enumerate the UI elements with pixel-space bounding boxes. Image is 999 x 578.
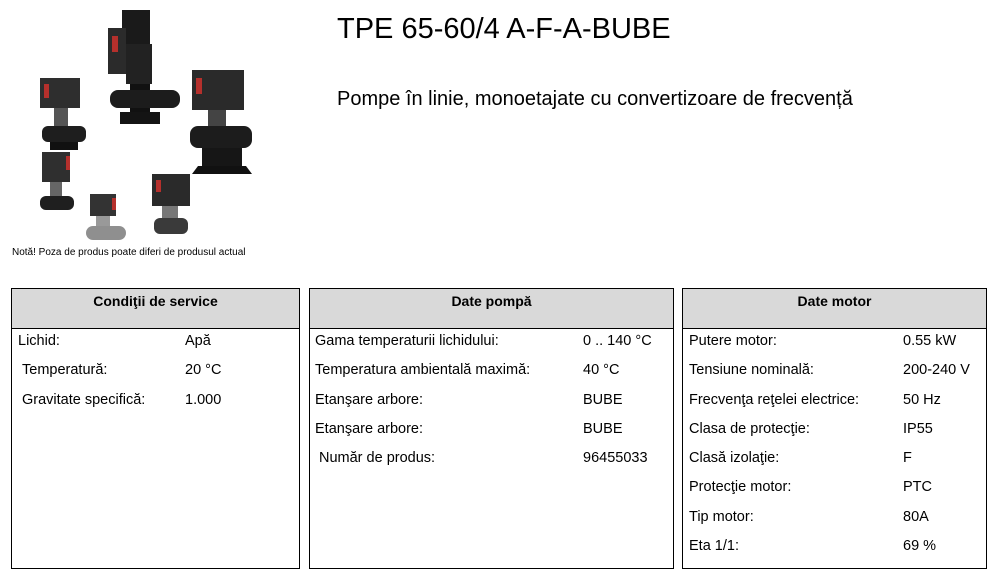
service-row-liquid (12, 329, 299, 358)
product-image (30, 8, 276, 244)
row-value: 200-240 V (903, 362, 970, 379)
row-value: BUBE (583, 391, 623, 408)
row-label: Temperatura ambientală maximă: (315, 362, 531, 379)
product-subtitle: Pompe în linie, monoetajate cu convertizoare de frecvență (337, 88, 853, 110)
pump-row-shaft-seal (310, 388, 673, 417)
row-value: 1.000 (185, 391, 222, 408)
image-disclaimer: Notă! Poza de produs poate diferi de produsul actual (12, 247, 246, 258)
motor-row-motor-type (683, 505, 986, 534)
motor-data-panel (682, 288, 987, 569)
row-value: 80A (903, 508, 929, 525)
pump-large (108, 10, 180, 124)
motor-row-insulation-class (683, 446, 986, 475)
pump-row-ambient-temp (310, 358, 673, 387)
row-value: 50 Hz (903, 391, 941, 408)
motor-row-motor-protection (683, 475, 986, 504)
row-label: Gama temperaturii lichidului: (315, 333, 499, 349)
row-value: 0.55 kW (903, 333, 957, 349)
row-value: 69 % (903, 538, 937, 555)
panel-title: Date pompă (310, 289, 673, 329)
pump-row-liquid-temp-range (310, 329, 673, 358)
row-value: F (903, 450, 912, 467)
row-value: 20 °C (185, 362, 222, 379)
pump-left-lower (40, 152, 74, 210)
motor-row-power (683, 329, 986, 358)
service-row-temperature (12, 358, 299, 387)
row-value: BUBE (583, 420, 623, 437)
row-value: PTC (903, 479, 932, 496)
pump-left-upper (40, 78, 86, 150)
motor-row-frequency (683, 388, 986, 417)
pump-stainless (86, 194, 126, 240)
row-value: IP55 (903, 420, 933, 437)
motor-row-efficiency (683, 534, 986, 563)
motor-row-protection-class (683, 417, 986, 446)
motor-row-voltage (683, 358, 986, 387)
panel-title: Date motor (683, 289, 986, 329)
row-label: Tip motor: (689, 508, 754, 525)
row-label: Număr de produs: (319, 450, 436, 467)
row-label: Tensiune nominală: (689, 362, 814, 379)
service-conditions-panel (11, 288, 300, 569)
row-label: Eta 1/1: (689, 538, 739, 555)
row-value: 96455033 (583, 450, 648, 467)
row-value: Apă (185, 333, 211, 349)
row-label: Clasa de protecţie: (689, 420, 810, 437)
row-label: Clasă izolaţie: (689, 450, 780, 467)
row-label: Putere motor: (689, 333, 777, 349)
row-label: Frecvenţa reţelei electrice: (689, 391, 860, 408)
pump-right (190, 70, 252, 174)
row-label: Etanşare arbore: (315, 420, 424, 437)
row-label: Protecţie motor: (689, 479, 792, 496)
pump-row-product-number (310, 446, 673, 475)
service-row-gravity (12, 388, 299, 417)
row-value: 40 °C (583, 362, 620, 379)
row-label: Gravitate specifică: (22, 391, 146, 408)
pump-data-panel (309, 288, 674, 569)
product-title: TPE 65-60/4 A-F-A-BUBE (337, 13, 671, 45)
row-label: Temperatură: (22, 362, 108, 379)
row-label: Etanşare arbore: (315, 391, 424, 408)
pump-bottom-right (152, 174, 190, 234)
pump-row-shaft-seal (310, 417, 673, 446)
row-label: Lichid: (18, 333, 60, 349)
panel-title: Condiţii de service (12, 289, 299, 329)
row-value: 0 .. 140 °C (583, 333, 652, 349)
